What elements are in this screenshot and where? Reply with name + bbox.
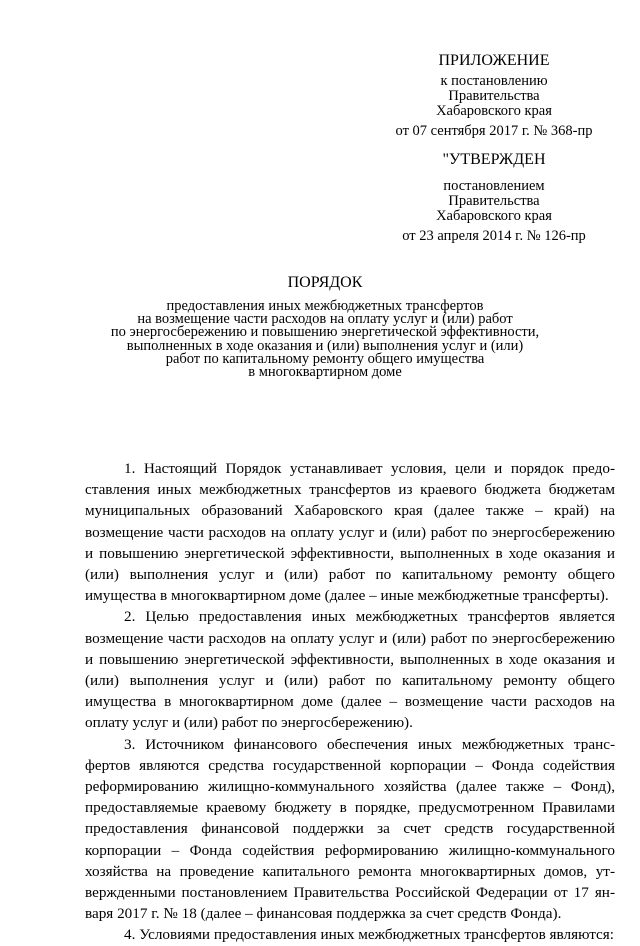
appendix-line: Правительства xyxy=(448,88,540,104)
paragraph-4: 4. Условиями предоставления иных межбюджетных трансфертов являются: xyxy=(124,926,614,944)
document-subtitle-line: выполненных в ходе оказания и (или) выполнения услуг и (или) xyxy=(126,337,524,354)
approved-line: Правительства xyxy=(448,193,540,209)
appendix-line: к постановлению xyxy=(440,73,548,89)
appendix-heading: ПРИЛОЖЕНИЕ xyxy=(438,52,550,69)
approved-line: постановлением xyxy=(443,178,545,194)
paragraph-1: 1. Настоящий Порядок устанавливает условия, цели и порядок предоставления иных межбюджетных трансфертов из краевого бюджета бюджетам муниципальных образований Хабаровского края (далее также – край) на возмещение части расходов на оплату услуг и (или) работ по энергосбережению и повышению энергетической эффективности, выполненных в ходе оказания и (или) выполнения услуг и (или) работ по капитальному ремонту общего имущества в многоквартирном доме (далее – иные межбюджетные трансферты). xyxy=(85,460,615,605)
document-subtitle-line: работ по капитальному ремонту общего имущества xyxy=(165,350,485,367)
approval-block xyxy=(374,52,614,244)
document-subtitle-line: предоставления иных межбюджетных трансфертов xyxy=(166,298,484,314)
approved-line: Хабаровского края xyxy=(436,208,552,224)
paragraph-3: 3. Источником финансового обеспечения иных межбюджетных трансфертов являются средства государственной корпорации – Фонда содействия реформированию жилищно-коммунального хозяйства (далее также – Фонд), предоставляемые краевому бюджету в порядке, предусмотренном Правилами предоставления финансовой поддержки за счет средств государственной корпорации – Фонда содействия реформированию жилищно-коммунального хозяйства на проведение капитального ремонта многоквартирных домов, утвержденными постановлением Правительства Российской Федерации от 17 января 2017 г. № 18 (далее – финансовая поддержка за счет средств Фонда). xyxy=(85,735,615,923)
approved-heading: "УТВЕРЖДЕН xyxy=(442,151,546,168)
paragraph-2: 2. Целью предоставления иных межбюджетных трансфертов является возмещение части расходов на оплату услуг и (или) работ по энергосбережению и повышению энергетической эффективности, выполненных в ходе оказания и (или) выполнения услуг и (или) работ по капитальному ремонту общего имущества в многоквартирном доме (далее – возмещение части расходов на оплату услуг и (или) работ по энергосбережению). xyxy=(85,608,615,732)
document-subtitle-line: по энергосбережению и повышению энергетической эффективности, xyxy=(110,324,540,341)
document-title-block xyxy=(100,274,550,379)
document-title: ПОРЯДОК xyxy=(287,274,363,291)
document-subtitle-line: в многоквартирном доме xyxy=(248,364,402,381)
appendix-date: от 07 сентября 2017 г. № 368-пр xyxy=(395,123,593,139)
appendix-line: Хабаровского края xyxy=(436,103,552,119)
document-body xyxy=(85,458,615,946)
approved-date: от 23 апреля 2014 г. № 126-пр xyxy=(402,228,586,244)
document-subtitle-line: на возмещение части расходов на оплату услуг и (или) работ xyxy=(137,311,513,328)
